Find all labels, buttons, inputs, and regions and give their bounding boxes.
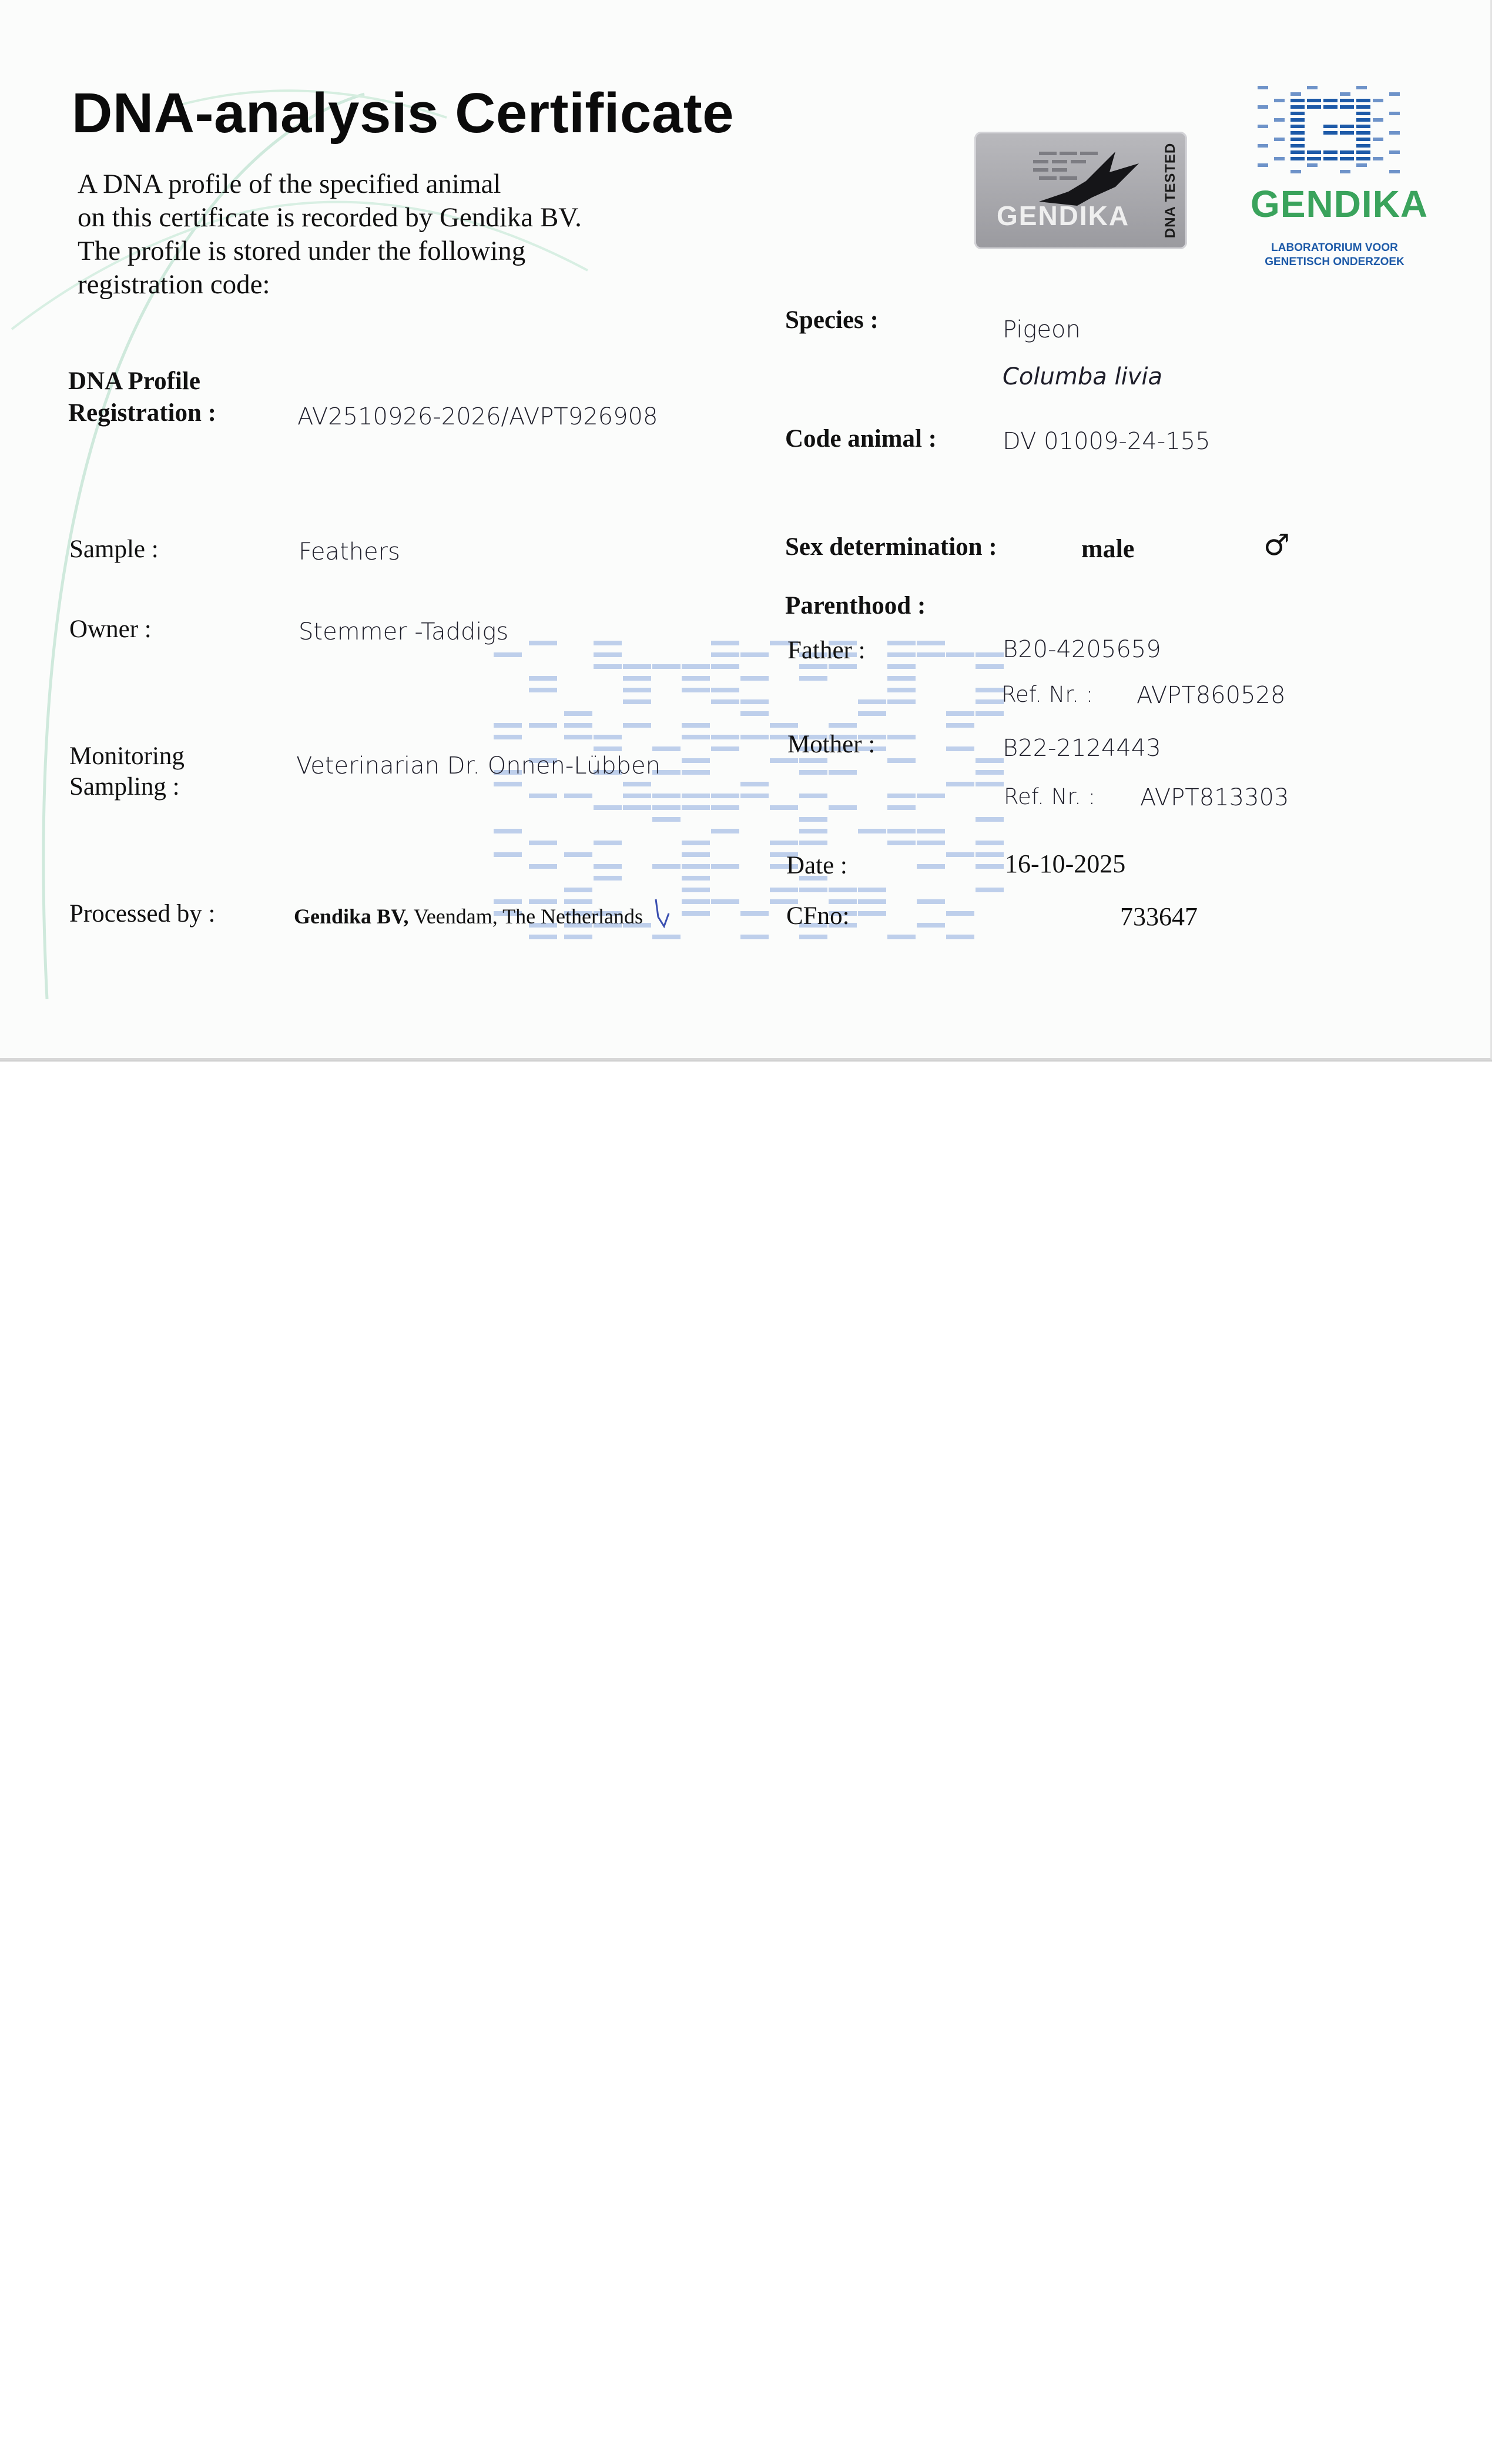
father-label: Father :: [787, 637, 866, 664]
monitoring-label-line2: Sampling :: [69, 773, 180, 801]
processed-company: Gendika BV,: [294, 905, 409, 928]
cfno-label: CFno:: [786, 902, 850, 930]
code-animal-value: DV 01009-24-155: [1003, 428, 1211, 455]
logo-name: GENDIKA: [1251, 183, 1429, 225]
sex-value: male: [1081, 534, 1135, 563]
sex-label: Sex determination :: [785, 533, 997, 561]
processed-place: Veendam, The Netherlands: [413, 905, 643, 928]
badge-side-text: DNA TESTED: [1162, 142, 1178, 239]
sample-value: Feathers: [299, 538, 400, 565]
logo-subtitle-line: GENETISCH ONDERZOEK: [1265, 256, 1405, 268]
parenthood-label: Parenthood :: [785, 592, 926, 620]
owner-value: Stemmer -Taddigs: [299, 618, 509, 645]
processed-value: [294, 904, 643, 929]
processed-label: Processed by :: [69, 900, 216, 928]
intro-line: A DNA profile of the specified animal: [78, 169, 501, 199]
monitoring-value: Veterinarian Dr. Onnen-Lübben: [296, 752, 661, 779]
dna-tested-badge: [974, 132, 1187, 249]
logo-subtitle: [1252, 241, 1417, 269]
father-ref-label: Ref. Nr. :: [1001, 682, 1094, 707]
date-value: 16-10-2025: [1005, 849, 1126, 878]
intro-line: The profile is stored under the following: [78, 236, 526, 266]
mother-label: Mother :: [787, 731, 876, 758]
species-label: Species :: [785, 306, 879, 334]
father-value: B20-4205659: [1003, 636, 1161, 663]
certificate-intro: [78, 168, 665, 302]
code-animal-label: Code animal :: [785, 425, 937, 453]
registration-label-line2: Registration :: [68, 399, 216, 427]
date-label: Date :: [786, 852, 847, 879]
gendika-g-logo-icon: [1252, 82, 1412, 179]
father-ref-value: AVPT860528: [1137, 682, 1286, 709]
mother-value: B22-2124443: [1003, 735, 1161, 762]
intro-line: on this certificate is recorded by Gendika BV.: [78, 202, 582, 233]
owner-label: Owner :: [69, 615, 152, 643]
sample-label: Sample :: [69, 535, 159, 563]
intro-line: registration code:: [78, 269, 270, 300]
mother-ref-value: AVPT813303: [1140, 784, 1289, 811]
pen-mark-icon: [651, 896, 675, 931]
logo-subtitle-line: LABORATORIUM VOOR: [1271, 242, 1398, 254]
male-symbol-icon: ♂: [1263, 528, 1290, 562]
certificate-card: [0, 0, 1492, 1060]
registration-value: AV2510926-2026/AVPT926908: [297, 403, 658, 430]
badge-name: GENDIKA: [997, 200, 1130, 231]
certificate-title: DNA-analysis Certificate: [72, 82, 735, 145]
species-value: Pigeon: [1003, 316, 1081, 343]
cfno-value: 733647: [1120, 902, 1198, 931]
species-latin: Columba livia: [1003, 363, 1162, 390]
monitoring-label-line1: Monitoring: [69, 742, 185, 770]
mother-ref-label: Ref. Nr. :: [1004, 784, 1096, 809]
registration-label-line1: DNA Profile: [68, 367, 200, 395]
